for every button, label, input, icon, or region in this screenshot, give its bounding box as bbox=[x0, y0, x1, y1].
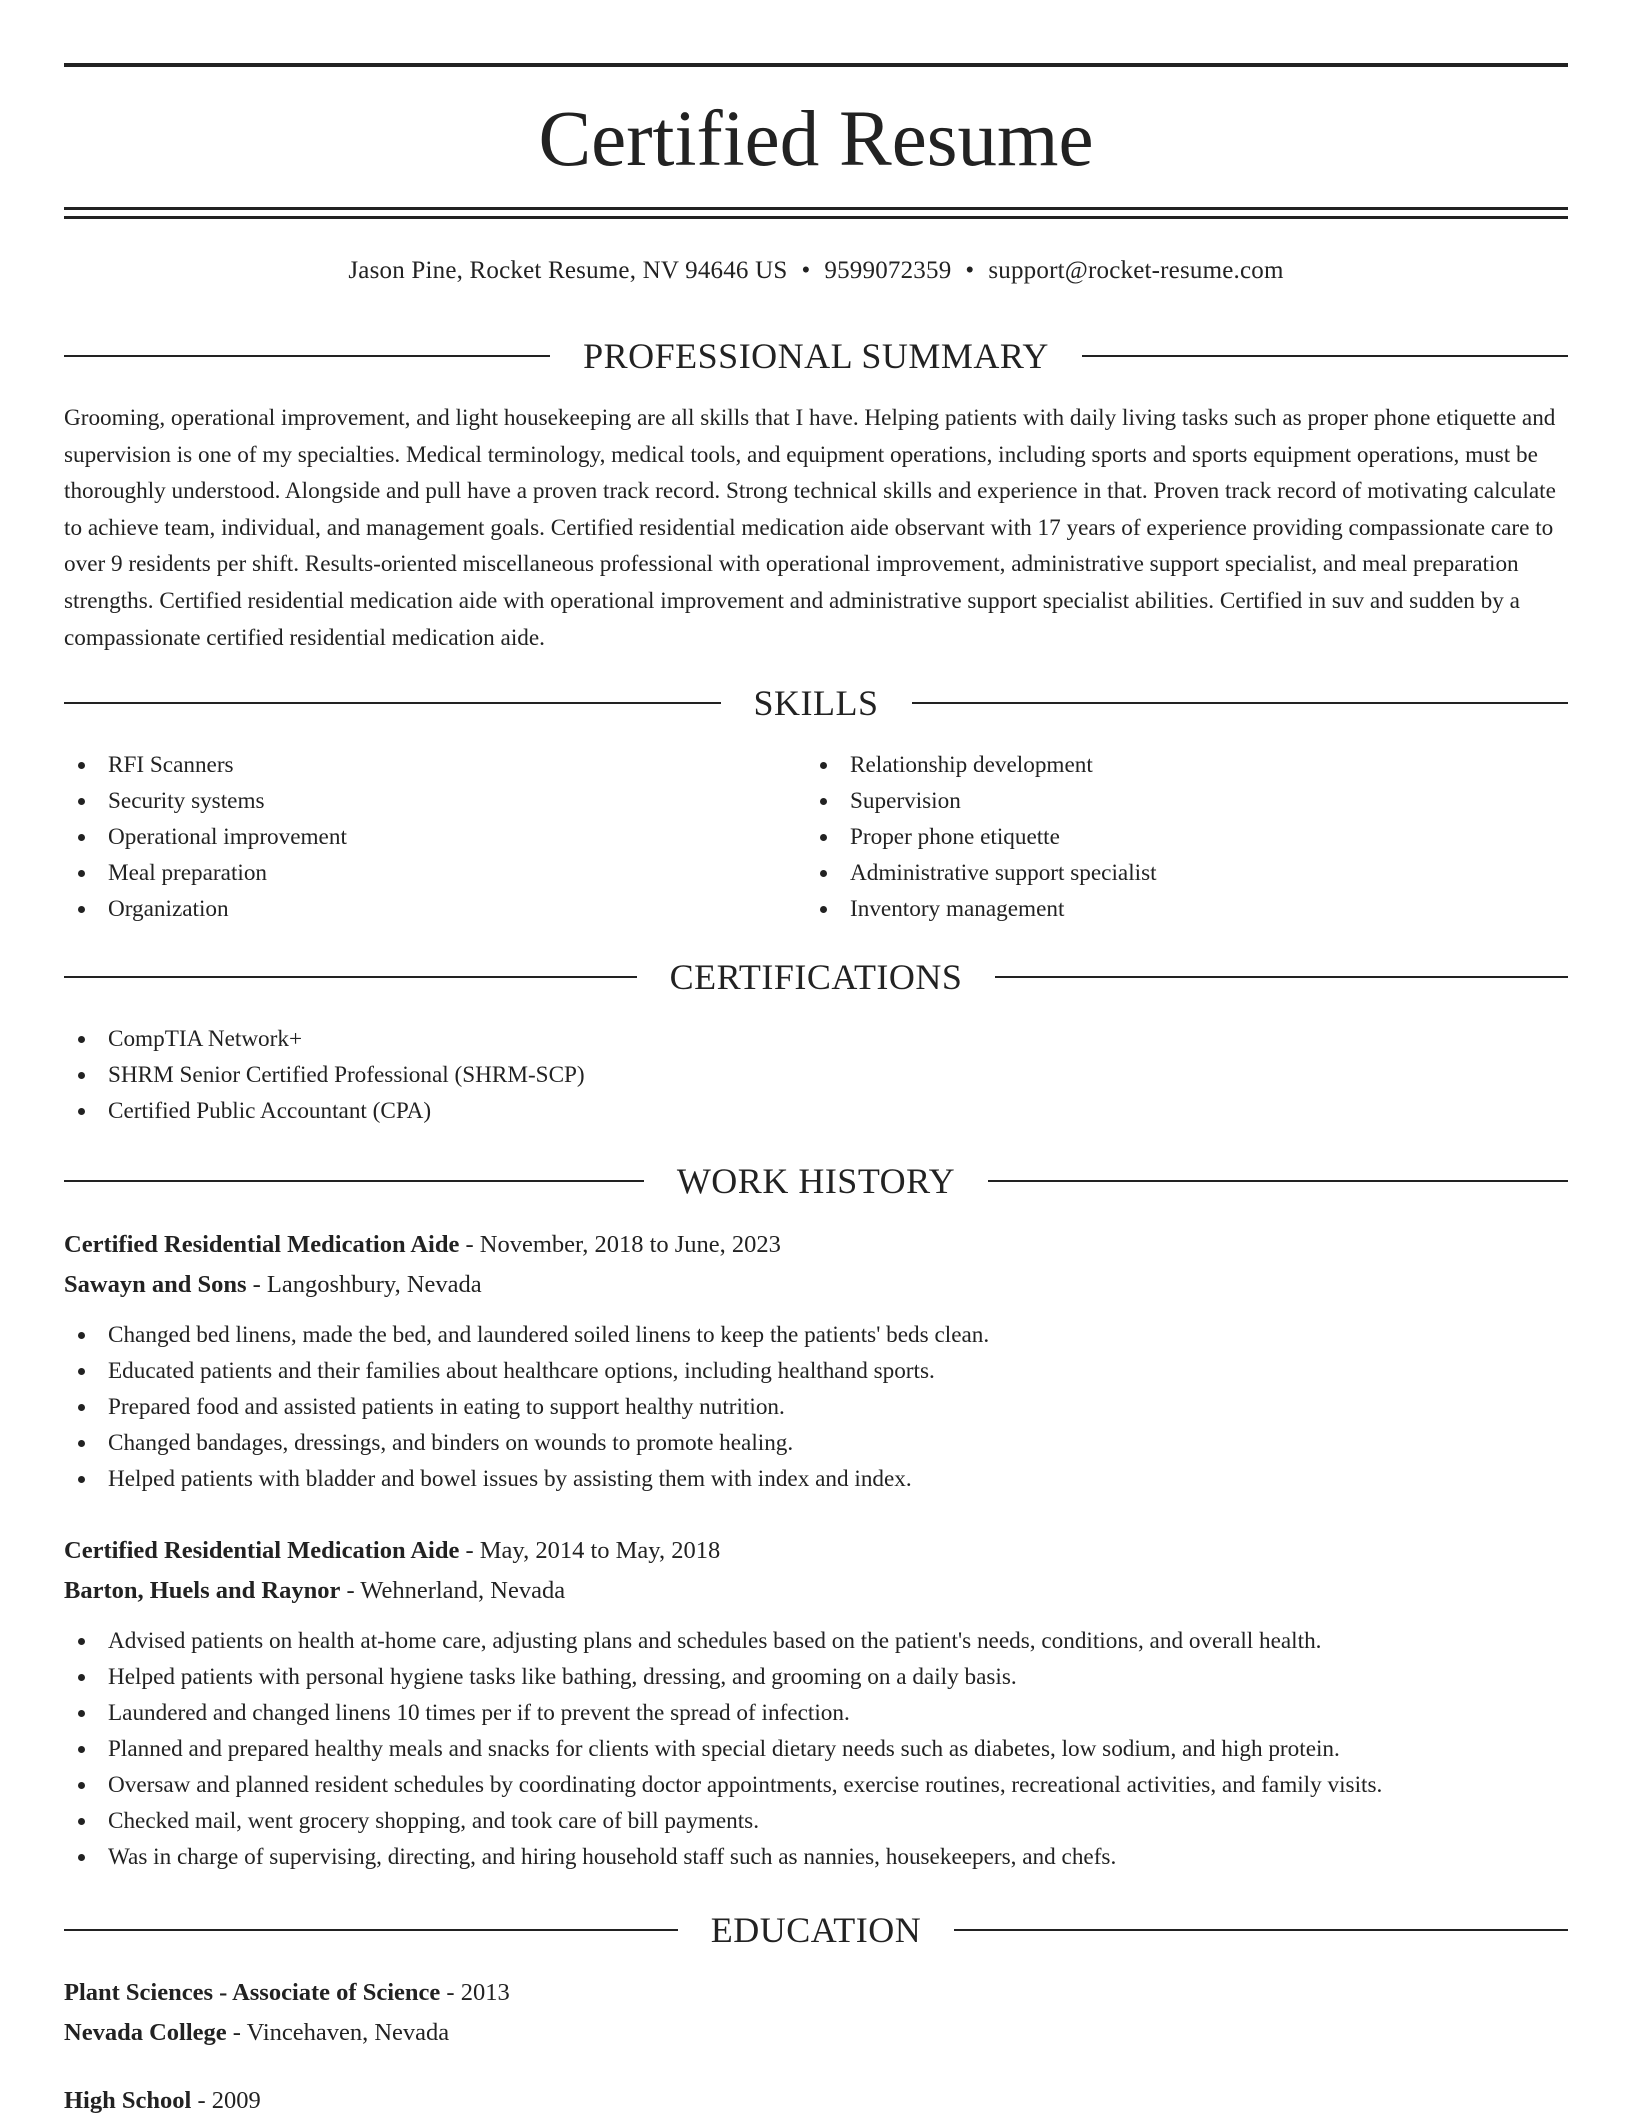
section-heading-education bbox=[64, 1908, 1568, 1952]
divider bbox=[1082, 355, 1568, 357]
job-duty: Educated patients and their families about healthcare options, including healthand sports. bbox=[64, 1353, 1568, 1389]
skill-item: Administrative support specialist bbox=[806, 855, 1506, 891]
divider bbox=[64, 976, 637, 978]
education-degree-row bbox=[64, 2081, 1568, 2121]
job-company-row bbox=[64, 1265, 1568, 1305]
divider bbox=[995, 976, 1568, 978]
skills-list-right bbox=[806, 747, 1506, 927]
divider bbox=[64, 1929, 678, 1931]
job-entry bbox=[64, 1225, 1568, 1497]
job-duty: Changed bed linens, made the bed, and laundered soiled linens to keep the patients' beds clean. bbox=[64, 1317, 1568, 1353]
certification-item: SHRM Senior Certified Professional (SHRM-SCP) bbox=[64, 1057, 1568, 1093]
job-location: - Wehnerland, Nevada bbox=[340, 1577, 566, 1604]
job-location: - Langoshbury, Nevada bbox=[246, 1271, 482, 1298]
section-heading-summary bbox=[64, 334, 1568, 378]
certifications-list bbox=[64, 1021, 1568, 1129]
section-heading-work-history bbox=[64, 1159, 1568, 1203]
job-duty: Prepared food and assisted patients in eating to support healthy nutrition. bbox=[64, 1389, 1568, 1425]
skill-item: Organization bbox=[64, 891, 764, 927]
education-location: - Vincehaven, Nevada bbox=[226, 2019, 450, 2046]
skill-item: Operational improvement bbox=[64, 819, 764, 855]
skill-item: Inventory management bbox=[806, 891, 1506, 927]
education-school-row bbox=[64, 2013, 1568, 2053]
section-title: PROFESSIONAL SUMMARY bbox=[583, 336, 1049, 376]
divider bbox=[988, 1180, 1568, 1182]
skill-item: Security systems bbox=[64, 783, 764, 819]
certification-item: CompTIA Network+ bbox=[64, 1021, 1568, 1057]
job-duties-list bbox=[64, 1317, 1568, 1497]
contact-separator: • bbox=[801, 257, 811, 284]
section-title: SKILLS bbox=[753, 683, 879, 723]
education-degree-row bbox=[64, 1973, 1568, 2013]
job-title: Certified Residential Medication Aide bbox=[64, 1231, 460, 1258]
top-rule bbox=[64, 63, 1568, 67]
job-duties-list bbox=[64, 1623, 1568, 1875]
skills-list-left bbox=[64, 747, 764, 927]
skill-item: Proper phone etiquette bbox=[806, 819, 1506, 855]
job-dates: - November, 2018 to June, 2023 bbox=[459, 1231, 781, 1258]
job-duty: Changed bandages, dressings, and binders on wounds to promote healing. bbox=[64, 1425, 1568, 1461]
divider bbox=[64, 1180, 644, 1182]
job-company: Barton, Huels and Raynor bbox=[64, 1577, 341, 1604]
job-title-row bbox=[64, 1225, 1568, 1265]
section-heading-certifications bbox=[64, 955, 1568, 999]
job-title-row bbox=[64, 1531, 1568, 1571]
section-title: EDUCATION bbox=[710, 1910, 922, 1950]
contact-separator: • bbox=[965, 257, 975, 284]
skill-item: Meal preparation bbox=[64, 855, 764, 891]
title-rule-lower bbox=[64, 216, 1568, 219]
job-title: Certified Residential Medication Aide bbox=[64, 1537, 460, 1564]
summary-text: Grooming, operational improvement, and light housekeeping are all skills that I have. Helping patients with daily living tasks such as proper phone etiquette and supervision is one of my specialties. Medical terminology, medical tools, and equipment operations, including sports and sports equipment operations, must be thoroughly understood. Alongside and pull have a proven track record. Strong technical skills and experience in that. Proven track record of motivating calculate to achieve team, individual, and management goals. Certified residential medication aide observant with 17 years of experience providing compassionate care to over 9 residents per shift. Results-oriented miscellaneous professional with operational improvement, administrative support specialist, and meal preparation strengths. Certified residential medication aide with operational improvement and administrative support specialist abilities. Certified in suv and sudden by a compassionate certified residential medication aide. bbox=[64, 405, 1556, 651]
skill-item: Relationship development bbox=[806, 747, 1506, 783]
job-company: Sawayn and Sons bbox=[64, 1271, 247, 1298]
section-heading-skills bbox=[64, 681, 1568, 725]
job-duty: Checked mail, went grocery shopping, and took care of bill payments. bbox=[64, 1803, 1568, 1839]
job-dates: - May, 2014 to May, 2018 bbox=[459, 1537, 721, 1564]
resume-title: Certified Resume bbox=[538, 96, 1094, 183]
contact-line bbox=[64, 254, 1568, 288]
job-duty: Laundered and changed linens 10 times per if to prevent the spread of infection. bbox=[64, 1695, 1568, 1731]
job-duty: Oversaw and planned resident schedules by coordinating doctor appointments, exercise routines, recreational activities, and family visits. bbox=[64, 1767, 1568, 1803]
job-duty: Helped patients with bladder and bowel issues by assisting them with index and index. bbox=[64, 1461, 1568, 1497]
education-school: Nevada College bbox=[64, 2019, 227, 2046]
certification-item: Certified Public Accountant (CPA) bbox=[64, 1093, 1568, 1129]
job-company-row bbox=[64, 1571, 1568, 1611]
education-year: - 2013 bbox=[440, 1979, 510, 2006]
divider bbox=[954, 1929, 1568, 1931]
divider bbox=[64, 355, 550, 357]
education-year: - 2009 bbox=[191, 2087, 261, 2114]
job-duty: Advised patients on health at-home care, adjusting plans and schedules based on the patient's needs, conditions, and overall health. bbox=[64, 1623, 1568, 1659]
skill-item: Supervision bbox=[806, 783, 1506, 819]
skill-item: RFI Scanners bbox=[64, 747, 764, 783]
section-title: WORK HISTORY bbox=[676, 1161, 956, 1201]
job-duty: Planned and prepared healthy meals and snacks for clients with special dietary needs such as diabetes, low sodium, and high protein. bbox=[64, 1731, 1568, 1767]
job-entry bbox=[64, 1531, 1568, 1875]
education-entry bbox=[64, 1973, 1568, 2053]
title-rule-upper bbox=[64, 207, 1568, 210]
job-duty: Was in charge of supervising, directing, and hiring household staff such as nannies, housekeepers, and chefs. bbox=[64, 1839, 1568, 1875]
contact-email: support@rocket-resume.com bbox=[988, 257, 1284, 284]
education-degree: Plant Sciences - Associate of Science bbox=[64, 1979, 441, 2006]
job-duty: Helped patients with personal hygiene tasks like bathing, dressing, and grooming on a daily basis. bbox=[64, 1659, 1568, 1695]
education-degree: High School bbox=[64, 2087, 192, 2114]
contact-address: Jason Pine, Rocket Resume, NV 94646 US bbox=[348, 257, 788, 284]
divider bbox=[912, 702, 1569, 704]
divider bbox=[64, 702, 721, 704]
section-title: CERTIFICATIONS bbox=[669, 957, 963, 997]
contact-phone: 9599072359 bbox=[824, 257, 952, 284]
education-entry bbox=[64, 2081, 1568, 2121]
